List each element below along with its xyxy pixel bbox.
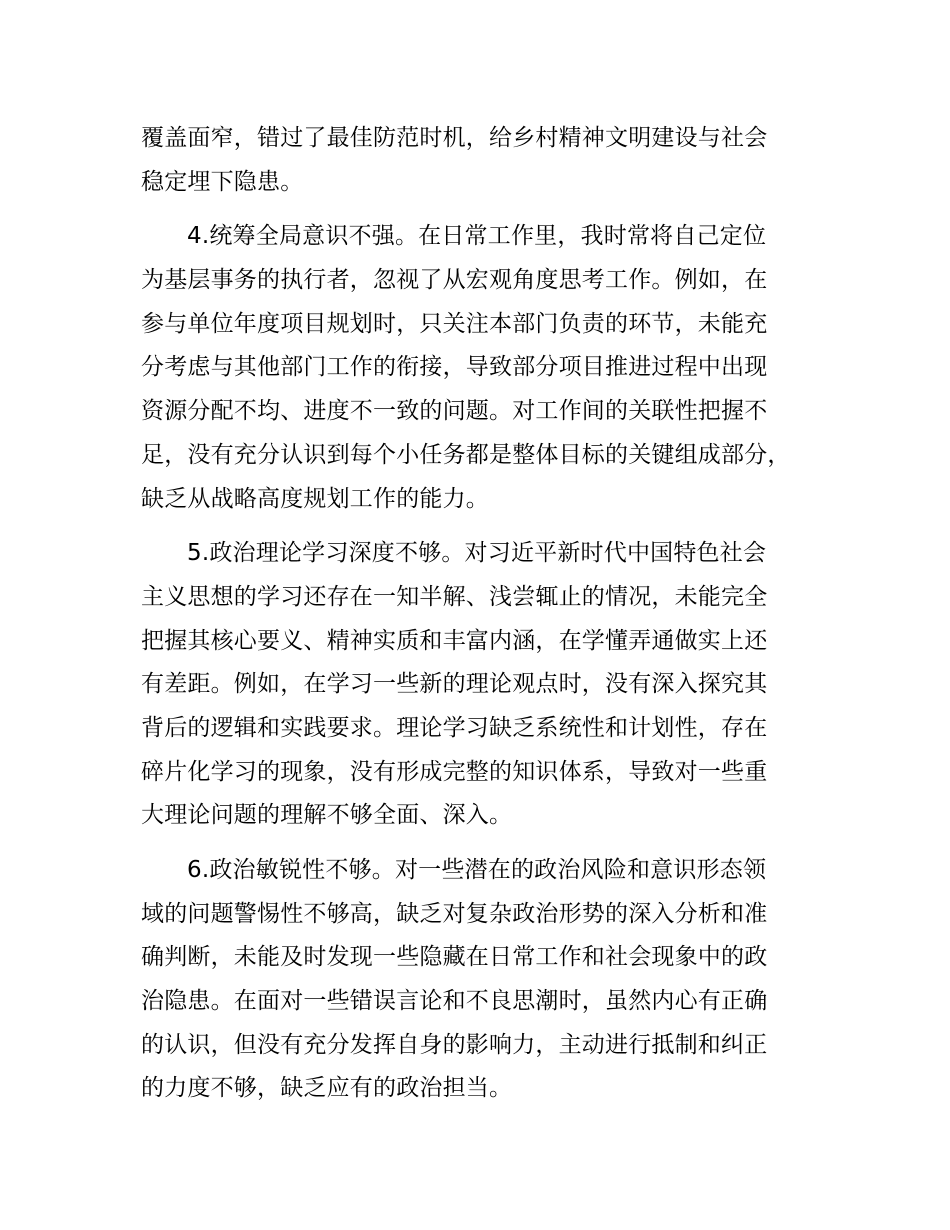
text-line: 4.统筹全局意识不强。在日常工作里，我时常将自己定位 <box>187 223 767 250</box>
paragraph-item-6 <box>141 849 831 1111</box>
text-line: 为基层事务的执行者，忽视了从宏观角度思考工作。例如，在 <box>141 267 768 294</box>
text-line: 覆盖面窄，错过了最佳防范时机，给乡村精神文明建设与社会 <box>141 125 768 151</box>
text-line: 有差距。例如，在学习一些新的理论观点时，没有深入探究其 <box>141 671 768 698</box>
text-line: 6.政治敏锐性不够。对一些潜在的政治风险和意识形态领 <box>187 857 767 883</box>
text-line: 缺乏从战略高度规划工作的能力。 <box>141 485 489 512</box>
paragraph-continuation <box>141 117 831 204</box>
text-line: 把握其核心要义、精神实质和丰富内涵，在学懂弄通做实上还 <box>141 627 768 654</box>
text-line: 5.政治理论学习深度不够。对习近平新时代中国特色社会 <box>187 540 767 567</box>
text-line: 的认识，但没有充分发挥自身的影响力，主动进行抵制和纠正 <box>141 1031 768 1058</box>
text-line: 的力度不够，缺乏应有的政治担当。 <box>141 1075 513 1102</box>
text-line: 主义思想的学习还存在一知半解、浅尝辄止的情况，未能完全 <box>141 583 768 610</box>
text-line: 资源分配不均、进度不一致的问题。对工作间的关联性把握不 <box>141 398 768 425</box>
text-line: 背后的逻辑和实践要求。理论学习缺乏系统性和计划性，存在 <box>141 714 768 741</box>
paragraph-item-5 <box>141 532 831 838</box>
text-line: 确判断，未能及时发现一些隐藏在日常工作和社会现象中的政 <box>141 944 768 971</box>
text-line: 参与单位年度项目规划时，只关注本部门负责的环节，未能充 <box>141 310 768 337</box>
paragraph-item-4 <box>141 215 831 521</box>
text-line: 治隐患。在面对一些错误言论和不良思潮时，虽然内心有正确 <box>141 988 768 1015</box>
text-line: 大理论问题的理解不够全面、深入。 <box>141 802 513 829</box>
text-line: 稳定埋下隐患。 <box>141 168 304 195</box>
text-line: 足，没有充分认识到每个小任务都是整体目标的关键组成部分， <box>141 441 791 468</box>
text-line: 碎片化学习的现象，没有形成完整的知识体系，导致对一些重 <box>141 758 768 785</box>
text-line: 分考虑与其他部门工作的衔接，导致部分项目推进过程中出现 <box>141 354 768 381</box>
document-page <box>141 117 831 1122</box>
text-line: 域的问题警惕性不够高，缺乏对复杂政治形势的深入分析和准 <box>141 900 768 927</box>
